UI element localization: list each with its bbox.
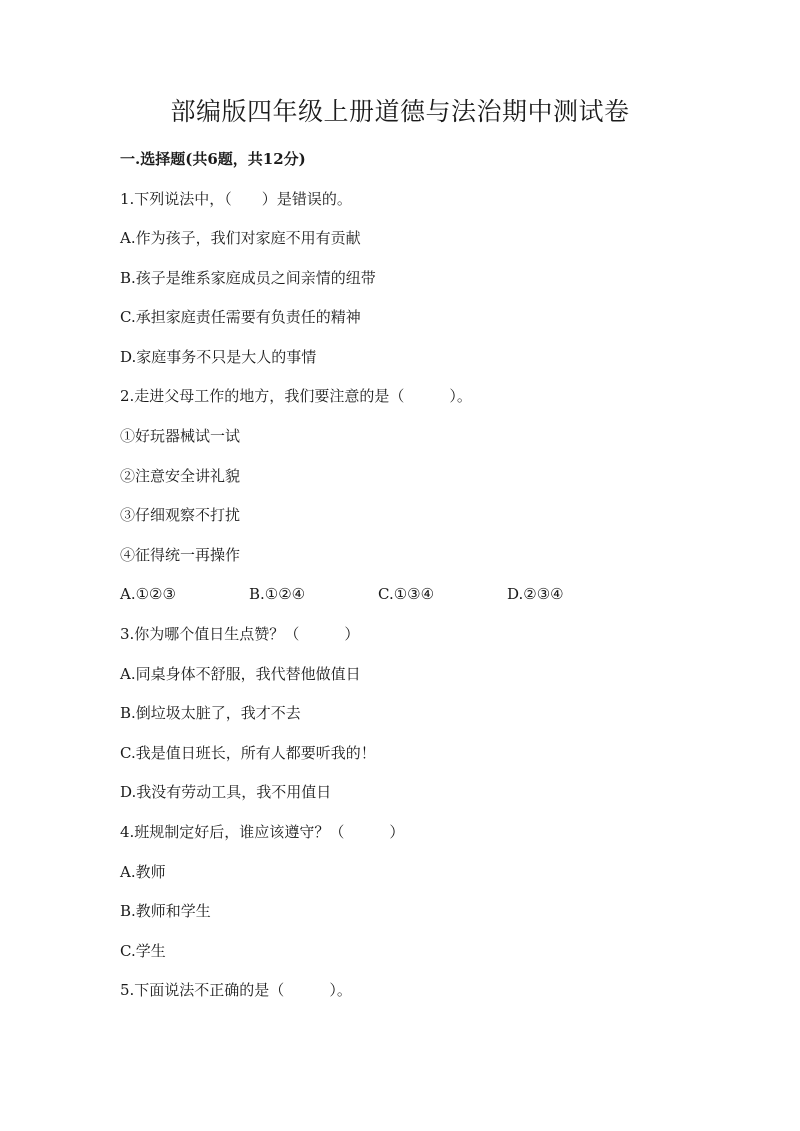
- question-5-stem: 5.下面说法不正确的是（ ）。: [120, 981, 352, 999]
- question-1-option-c: C.承担家庭责任需要有负责任的精神: [120, 308, 361, 326]
- question-2-item-2: ②注意安全讲礼貌: [120, 467, 241, 485]
- page-title: 部编版四年级上册道德与法治期中测试卷: [170, 97, 630, 126]
- question-4-option-b: B.教师和学生: [120, 902, 211, 920]
- question-1-option-a: A.作为孩子，我们对家庭不用有贡献: [120, 229, 361, 247]
- question-4-stem: 4.班规制定好后，谁应该遵守？（ ）: [120, 823, 405, 841]
- question-2-option-d: D.②③④: [507, 585, 564, 603]
- question-2-option-a: A.①②③: [120, 585, 176, 603]
- question-3-option-d: D.我没有劳动工具，我不用值日: [120, 783, 332, 801]
- question-3-option-c: C.我是值日班长，所有人都要听我的！: [120, 744, 376, 762]
- question-3-option-b: B.倒垃圾太脏了，我才不去: [120, 704, 301, 722]
- question-2-option-b: B.①②④: [249, 585, 306, 603]
- question-2-item-4: ④征得统一再操作: [120, 546, 241, 564]
- question-1-option-b: B.孩子是维系家庭成员之间亲情的纽带: [120, 269, 376, 287]
- question-2-item-1: ①好玩器械试一试: [120, 427, 241, 445]
- question-4-option-c: C.学生: [120, 942, 166, 960]
- question-2-stem: 2.走进父母工作的地方，我们要注意的是（ ）。: [120, 387, 472, 405]
- question-4-option-a: A.教师: [120, 863, 166, 881]
- section-heading: 一.选择题(共6题，共12分): [120, 150, 306, 168]
- question-3-option-a: A.同桌身体不舒服，我代替他做值日: [120, 665, 361, 683]
- question-1-option-d: D.家庭事务不只是大人的事情: [120, 348, 317, 366]
- question-1-stem: 1.下列说法中，（ ）是错误的。: [120, 190, 352, 208]
- question-2-option-c: C.①③④: [378, 585, 435, 603]
- question-2-item-3: ③仔细观察不打扰: [120, 506, 241, 524]
- question-3-stem: 3.你为哪个值日生点赞？（ ）: [120, 625, 360, 643]
